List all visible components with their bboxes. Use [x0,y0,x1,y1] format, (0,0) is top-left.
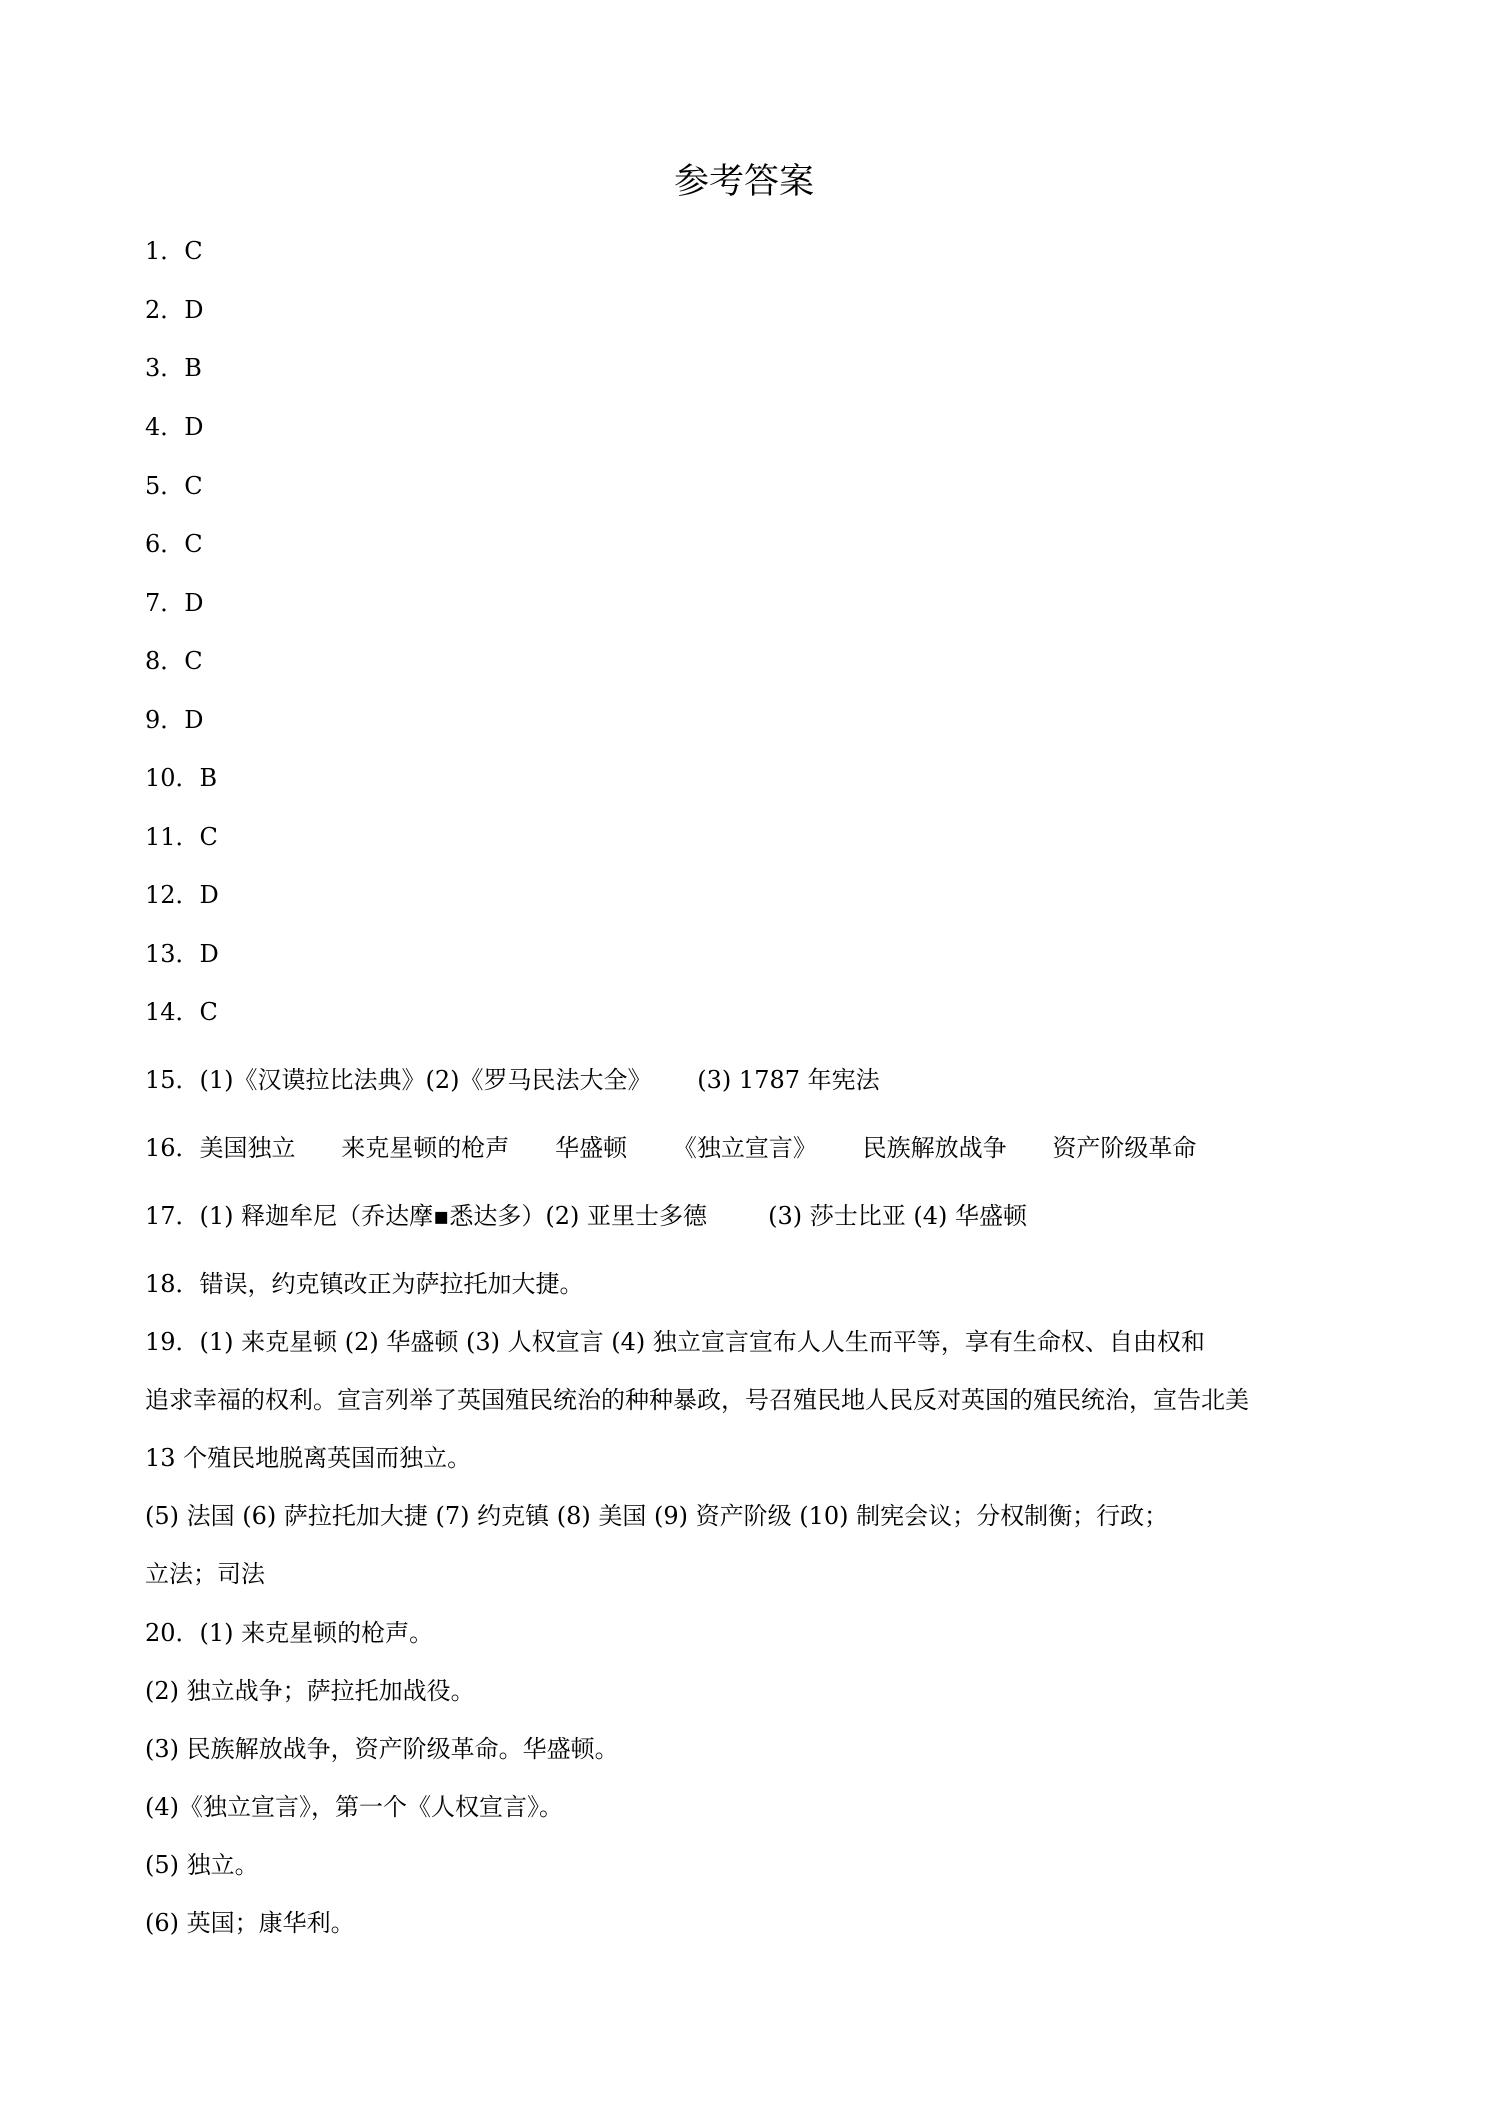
answer-6: 6．C [145,530,203,558]
answer-20-line-3: (3) 民族解放战争，资产阶级革命。华盛顿。 [145,1735,619,1763]
answer-13: 13．D [145,940,219,968]
answer-16: 16．美国独立 来克星顿的枪声 华盛顿 《独立宣言》 民族解放战争 资产阶级革命 [145,1134,1197,1162]
answer-4: 4．D [145,413,204,441]
answer-7: 7．D [145,589,204,617]
page-title: 参考答案 [673,162,814,202]
answer-20-line-2: (2) 独立战争；萨拉托加战役。 [145,1677,475,1705]
answer-19-line-4: (5) 法国 (6) 萨拉托加大捷 (7) 约克镇 (8) 美国 (9) 资产阶级 (10) 制宪会议；分权制衡；行政； [145,1502,1169,1530]
answer-19-line-1: 19．(1) 来克星顿 (2) 华盛顿 (3) 人权宣言 (4) 独立宣言宣布人人生而平等，享有生命权、自由权和 [145,1328,1205,1356]
answer-20-line-6: (6) 英国；康华利。 [145,1909,355,1937]
answer-11: 11．C [145,823,218,851]
answer-15: 15．(1)《汉谟拉比法典》(2)《罗马民法大全》 (3) 1787 年宪法 [145,1066,880,1094]
answer-19-line-3: 13 个殖民地脱离英国而独立。 [145,1444,472,1472]
answer-9: 9．D [145,706,204,734]
answer-19-line-2: 追求幸福的权利。宣言列举了英国殖民统治的种种暴政，号召殖民地人民反对英国的殖民统治，宣告北美 [145,1386,1249,1414]
answer-20-line-5: (5) 独立。 [145,1851,259,1879]
answer-18: 18．错误，约克镇改正为萨拉托加大捷。 [145,1270,584,1298]
answer-1: 1．C [145,237,203,265]
answer-5: 5．C [145,472,203,500]
answer-8: 8．C [145,647,203,675]
answer-10: 10．B [145,764,218,792]
answer-20-line-4: (4)《独立宣言》，第一个《人权宣言》。 [145,1793,563,1821]
answer-19-line-5: 立法；司法 [145,1560,265,1588]
answer-17: 17．(1) 释迦牟尼（乔达摩▪悉达多）(2) 亚里士多德 (3) 莎士比亚 (4) 华盛顿 [145,1202,1027,1230]
answer-3: 3．B [145,354,202,382]
answer-2: 2．D [145,296,204,324]
answer-14: 14．C [145,998,218,1026]
answer-12: 12．D [145,881,219,909]
answer-20-line-1: 20．(1) 来克星顿的枪声。 [145,1619,434,1647]
